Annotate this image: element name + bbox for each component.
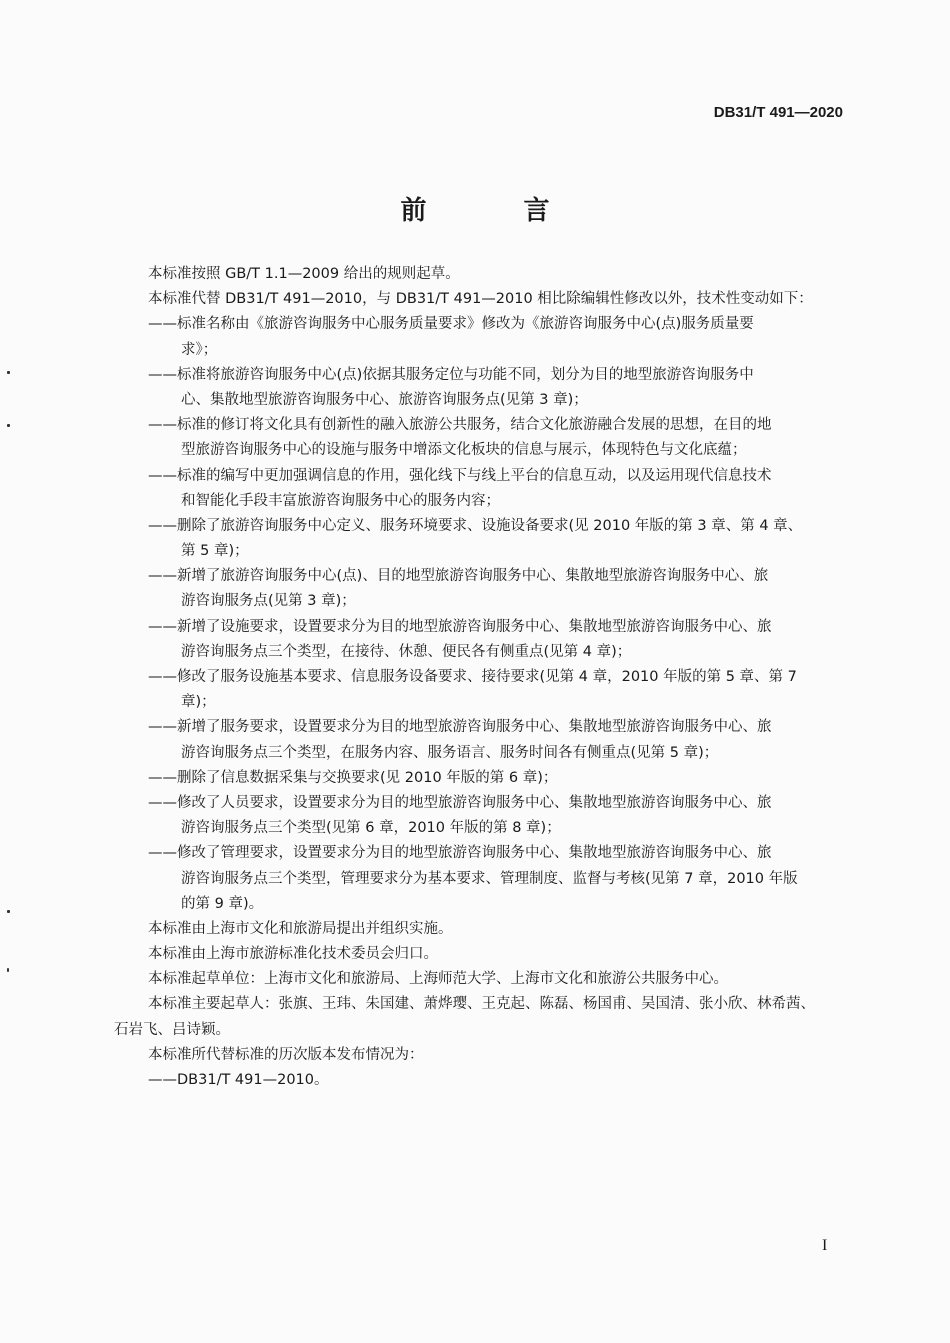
paragraph-line: 本标准所代替标准的历次版本发布情况为： bbox=[148, 1046, 424, 1063]
scan-mark bbox=[7, 371, 10, 374]
list-item-line: ——修改了服务设施基本要求、信息服务设备要求、接待要求(见第 4 章，2010 年版的第 5 章、第 7 bbox=[148, 669, 797, 685]
page-number: I bbox=[822, 1237, 828, 1254]
list-item-line: ——修改了管理要求，设置要求分为目的地型旅游咨询服务中心、集散地型旅游咨询服务中心、旅 bbox=[148, 845, 772, 862]
list-item-continuation: 型旅游咨询服务中心的设施与服务中增添文化板块的信息与展示，体现特色与文化底蕴； bbox=[181, 442, 747, 459]
list-item-line: ——新增了服务要求，设置要求分为目的地型旅游咨询服务中心、集散地型旅游咨询服务中心、旅 bbox=[148, 719, 772, 736]
list-item-continuation: 游咨询服务点三个类型(见第 6 章，2010 年版的第 8 章)； bbox=[181, 820, 561, 837]
paragraph-line: 本标准起草单位：上海市文化和旅游局、上海师范大学、上海市文化和旅游公共服务中心。 bbox=[148, 971, 728, 988]
scan-mark bbox=[7, 968, 9, 972]
list-item-line: ——修改了人员要求，设置要求分为目的地型旅游咨询服务中心、集散地型旅游咨询服务中心、旅 bbox=[148, 794, 772, 811]
scan-mark bbox=[7, 424, 10, 427]
list-item-continuation: 游咨询服务点三个类型，在接待、休憩、便民各有侧重点(见第 4 章)； bbox=[181, 643, 632, 660]
list-item-continuation: 的第 9 章)。 bbox=[181, 895, 264, 912]
list-item-line: ——标准的编写中更加强调信息的作用，强化线下与线上平台的信息互动，以及运用现代信息技术 bbox=[148, 467, 772, 484]
foreword-body bbox=[0, 262, 950, 1093]
list-item-continuation: 章)； bbox=[181, 694, 216, 711]
paragraph-line: 本标准由上海市旅游标准化技术委员会归口。 bbox=[148, 946, 438, 963]
list-item-continuation: 心、集散地型旅游咨询服务中心、旅游咨询服务点(见第 3 章)； bbox=[181, 391, 588, 408]
list-item-continuation: 求》； bbox=[181, 341, 218, 358]
document-code: DB31/T 491—2020 bbox=[713, 104, 843, 121]
list-item-line: ——标准的修订将文化具有创新性的融入旅游公共服务，结合文化旅游融合发展的思想，在目的地 bbox=[148, 417, 772, 434]
list-item-continuation: 第 5 章)； bbox=[181, 543, 249, 560]
list-item-line: ——DB31/T 491—2010。 bbox=[148, 1072, 329, 1088]
paragraph-line: 本标准代替 DB31/T 491—2010，与 DB31/T 491—2010 相比除编辑性修改以外，技术性变动如下： bbox=[148, 291, 813, 308]
list-item-continuation: 游咨询服务点三个类型，在服务内容、服务语言、服务时间各有侧重点(见第 5 章)； bbox=[181, 744, 719, 761]
list-item-continuation: 游咨询服务点(见第 3 章)； bbox=[181, 593, 356, 610]
scan-mark bbox=[7, 910, 10, 913]
list-item-line: ——标准将旅游咨询服务中心(点)依据其服务定位与功能不同，划分为目的地型旅游咨询服务中 bbox=[148, 366, 754, 383]
paragraph-line: 本标准主要起草人：张旗、王玮、朱国建、萧烨璎、王克起、陈磊、杨国甫、吴国清、张小欣、林希茜、 bbox=[148, 996, 815, 1013]
paragraph-line: 石岩飞、吕诗颖。 bbox=[114, 1021, 230, 1038]
paragraph-line: 本标准按照 GB/T 1.1—2009 给出的规则起草。 bbox=[148, 266, 460, 282]
list-item-line: ——标准名称由《旅游咨询服务中心服务质量要求》修改为《旅游咨询服务中心(点)服务质量要 bbox=[148, 316, 754, 333]
page-title: 前 言 bbox=[400, 196, 594, 226]
list-item-line: ——删除了信息数据采集与交换要求(见 2010 年版的第 6 章)； bbox=[148, 769, 558, 786]
list-item-continuation: 和智能化手段丰富旅游咨询服务中心的服务内容； bbox=[181, 492, 500, 509]
list-item-continuation: 游咨询服务点三个类型，管理要求分为基本要求、管理制度、监督与考核(见第 7 章，2010 年版 bbox=[181, 870, 798, 887]
list-item-line: ——删除了旅游咨询服务中心定义、服务环境要求、设施设备要求(见 2010 年版的第 3 章、第 4 章、 bbox=[148, 517, 803, 534]
paragraph-line: 本标准由上海市文化和旅游局提出并组织实施。 bbox=[148, 920, 453, 937]
list-item-line: ——新增了旅游咨询服务中心(点)、目的地型旅游咨询服务中心、集散地型旅游咨询服务中心、旅 bbox=[148, 568, 769, 585]
list-item-line: ——新增了设施要求，设置要求分为目的地型旅游咨询服务中心、集散地型旅游咨询服务中心、旅 bbox=[148, 618, 772, 635]
